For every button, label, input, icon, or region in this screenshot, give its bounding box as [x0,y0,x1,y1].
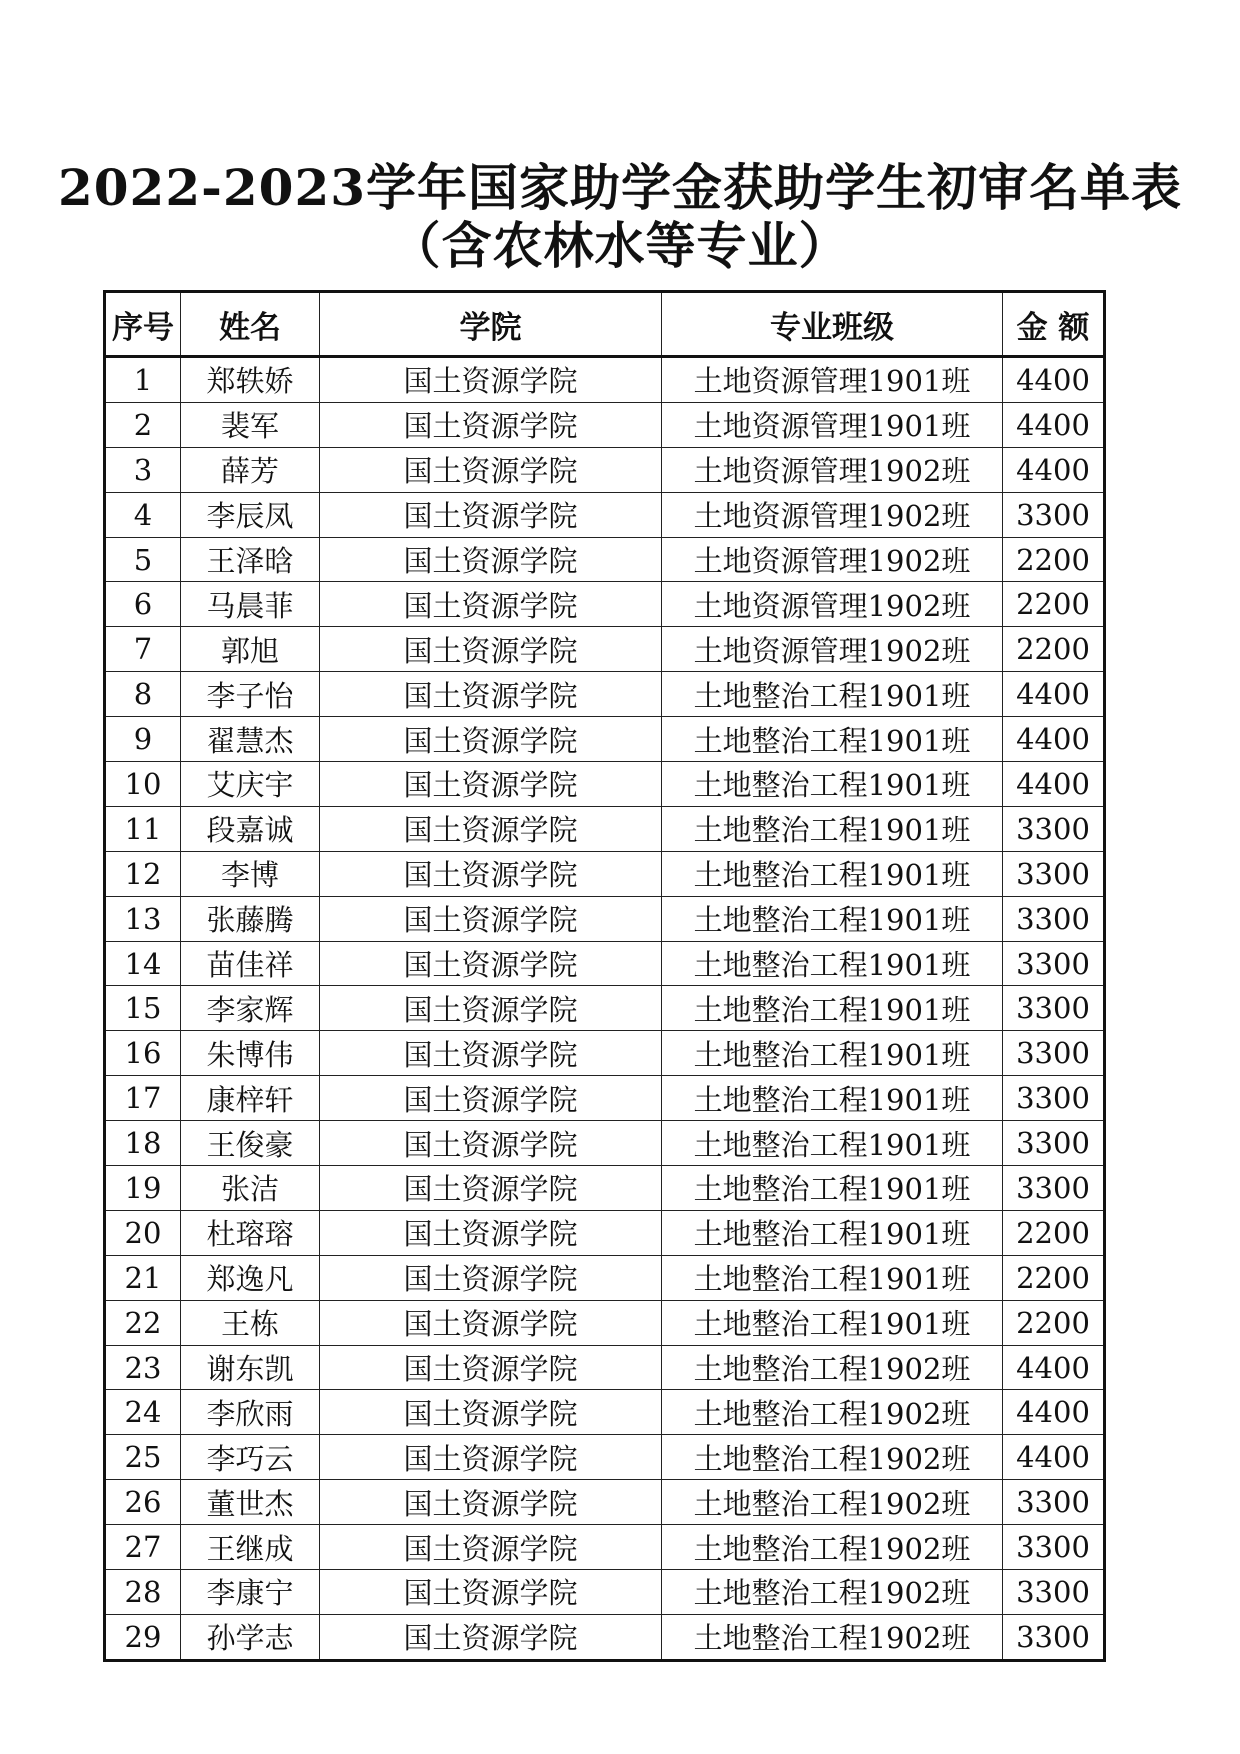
cell-name: 李欣雨 [181,1390,320,1435]
table-row [105,806,1105,851]
cell-index: 28 [105,1570,181,1615]
table-row [105,1345,1105,1390]
header-row [105,292,1105,357]
cell-amount: 4400 [1003,357,1105,403]
cell-name: 李子怡 [181,672,320,717]
cell-index: 24 [105,1390,181,1435]
table-row [105,1480,1105,1525]
cell-college: 国土资源学院 [320,1525,662,1570]
cell-name: 李巧云 [181,1435,320,1480]
cell-name: 郭旭 [181,627,320,672]
cell-index: 4 [105,492,181,537]
cell-index: 19 [105,1166,181,1211]
cell-class: 土地资源管理1902班 [662,537,1003,582]
cell-index: 29 [105,1614,181,1660]
cell-college: 国土资源学院 [320,1300,662,1345]
cell-name: 段嘉诚 [181,806,320,851]
cell-college: 国土资源学院 [320,402,662,447]
cell-amount: 4400 [1003,1435,1105,1480]
table-row [105,1210,1105,1255]
cell-class: 土地整治工程1901班 [662,851,1003,896]
cell-index: 15 [105,986,181,1031]
cell-amount: 3300 [1003,1525,1105,1570]
cell-class: 土地资源管理1902班 [662,627,1003,672]
cell-index: 14 [105,941,181,986]
recipient-table [103,290,1106,1662]
cell-college: 国土资源学院 [320,941,662,986]
cell-class: 土地整治工程1901班 [662,806,1003,851]
cell-class: 土地整治工程1901班 [662,1166,1003,1211]
table-row [105,1121,1105,1166]
cell-class: 土地整治工程1902班 [662,1390,1003,1435]
cell-college: 国土资源学院 [320,1345,662,1390]
cell-name: 张藤腾 [181,896,320,941]
cell-name: 郑逸凡 [181,1255,320,1300]
cell-name: 李博 [181,851,320,896]
cell-class: 土地整治工程1901班 [662,1121,1003,1166]
table-row [105,1570,1105,1615]
cell-class: 土地资源管理1902班 [662,582,1003,627]
cell-amount: 3300 [1003,1166,1105,1211]
table-row [105,492,1105,537]
cell-class: 土地整治工程1902班 [662,1345,1003,1390]
cell-college: 国土资源学院 [320,762,662,807]
cell-college: 国土资源学院 [320,627,662,672]
cell-college: 国土资源学院 [320,1121,662,1166]
table-header [105,292,1105,357]
table-row [105,537,1105,582]
table-row [105,1435,1105,1480]
table-row [105,1255,1105,1300]
cell-college: 国土资源学院 [320,582,662,627]
cell-college: 国土资源学院 [320,537,662,582]
cell-amount: 4400 [1003,762,1105,807]
cell-college: 国土资源学院 [320,1255,662,1300]
cell-name: 王栋 [181,1300,320,1345]
cell-index: 7 [105,627,181,672]
cell-college: 国土资源学院 [320,1435,662,1480]
cell-name: 李辰凤 [181,492,320,537]
cell-class: 土地整治工程1901班 [662,717,1003,762]
cell-class: 土地整治工程1902班 [662,1435,1003,1480]
cell-class: 土地资源管理1901班 [662,402,1003,447]
cell-name: 谢东凯 [181,1345,320,1390]
cell-name: 苗佳祥 [181,941,320,986]
cell-college: 国土资源学院 [320,717,662,762]
cell-college: 国土资源学院 [320,986,662,1031]
cell-amount: 3300 [1003,1480,1105,1525]
cell-amount: 3300 [1003,1031,1105,1076]
cell-index: 3 [105,447,181,492]
cell-class: 土地整治工程1901班 [662,672,1003,717]
cell-name: 李家辉 [181,986,320,1031]
cell-amount: 4400 [1003,1345,1105,1390]
cell-amount: 3300 [1003,1076,1105,1121]
cell-college: 国土资源学院 [320,672,662,717]
cell-index: 25 [105,1435,181,1480]
cell-amount: 3300 [1003,941,1105,986]
cell-amount: 2200 [1003,1255,1105,1300]
cell-amount: 3300 [1003,1121,1105,1166]
cell-index: 18 [105,1121,181,1166]
table-row [105,717,1105,762]
table-row [105,851,1105,896]
table-row [105,582,1105,627]
cell-name: 杜瑢瑢 [181,1210,320,1255]
cell-index: 17 [105,1076,181,1121]
table-row [105,357,1105,403]
cell-name: 郑轶娇 [181,357,320,403]
cell-index: 21 [105,1255,181,1300]
table-row [105,896,1105,941]
cell-index: 26 [105,1480,181,1525]
cell-college: 国土资源学院 [320,1210,662,1255]
cell-name: 裴军 [181,402,320,447]
cell-college: 国土资源学院 [320,357,662,403]
header-college: 学院 [320,292,662,357]
header-class: 专业班级 [662,292,1003,357]
table-row [105,627,1105,672]
cell-name: 李康宁 [181,1570,320,1615]
cell-class: 土地整治工程1902班 [662,1570,1003,1615]
cell-amount: 2200 [1003,1210,1105,1255]
table-row [105,672,1105,717]
cell-amount: 3300 [1003,492,1105,537]
cell-class: 土地整治工程1901班 [662,1076,1003,1121]
cell-class: 土地整治工程1901班 [662,896,1003,941]
cell-index: 8 [105,672,181,717]
document-title: 2022-2023学年国家助学金获助学生初审名单表 [57,158,1183,217]
cell-college: 国土资源学院 [320,1614,662,1660]
table-row [105,1076,1105,1121]
table-row [105,1300,1105,1345]
cell-name: 翟慧杰 [181,717,320,762]
table-row [105,986,1105,1031]
table-row [105,1031,1105,1076]
cell-name: 董世杰 [181,1480,320,1525]
cell-class: 土地整治工程1902班 [662,1614,1003,1660]
cell-index: 20 [105,1210,181,1255]
cell-class: 土地整治工程1902班 [662,1480,1003,1525]
cell-class: 土地整治工程1901班 [662,1300,1003,1345]
cell-index: 2 [105,402,181,447]
cell-amount: 3300 [1003,1614,1105,1660]
cell-class: 土地整治工程1901班 [662,762,1003,807]
table-body [105,357,1105,1661]
cell-name: 马晨菲 [181,582,320,627]
table-row [105,447,1105,492]
cell-college: 国土资源学院 [320,492,662,537]
document-subtitle: （含农林水等专业） [390,216,850,275]
cell-index: 9 [105,717,181,762]
cell-name: 王泽晗 [181,537,320,582]
cell-index: 11 [105,806,181,851]
cell-college: 国土资源学院 [320,1480,662,1525]
cell-amount: 4400 [1003,717,1105,762]
cell-amount: 4400 [1003,402,1105,447]
table-row [105,402,1105,447]
cell-college: 国土资源学院 [320,851,662,896]
cell-index: 16 [105,1031,181,1076]
cell-amount: 2200 [1003,1300,1105,1345]
cell-amount: 2200 [1003,537,1105,582]
cell-class: 土地资源管理1902班 [662,492,1003,537]
header-index: 序号 [105,292,181,357]
cell-amount: 3300 [1003,986,1105,1031]
cell-name: 王继成 [181,1525,320,1570]
cell-college: 国土资源学院 [320,896,662,941]
cell-college: 国土资源学院 [320,1390,662,1435]
cell-index: 22 [105,1300,181,1345]
cell-name: 康梓轩 [181,1076,320,1121]
table-row [105,1525,1105,1570]
cell-class: 土地资源管理1902班 [662,447,1003,492]
cell-index: 6 [105,582,181,627]
cell-class: 土地整治工程1901班 [662,1255,1003,1300]
table-row [105,1614,1105,1660]
cell-amount: 4400 [1003,447,1105,492]
cell-amount: 4400 [1003,1390,1105,1435]
cell-class: 土地整治工程1901班 [662,941,1003,986]
cell-name: 艾庆宇 [181,762,320,807]
cell-class: 土地整治工程1901班 [662,1031,1003,1076]
cell-name: 王俊豪 [181,1121,320,1166]
cell-class: 土地整治工程1902班 [662,1525,1003,1570]
table-row [105,762,1105,807]
cell-name: 朱博伟 [181,1031,320,1076]
table-row [105,1390,1105,1435]
cell-index: 12 [105,851,181,896]
cell-name: 张洁 [181,1166,320,1211]
cell-amount: 3300 [1003,851,1105,896]
cell-college: 国土资源学院 [320,1570,662,1615]
cell-college: 国土资源学院 [320,447,662,492]
table-row [105,1166,1105,1211]
cell-name: 薛芳 [181,447,320,492]
header-name: 姓名 [181,292,320,357]
header-amount: 金 额 [1003,292,1105,357]
cell-index: 13 [105,896,181,941]
cell-class: 土地整治工程1901班 [662,986,1003,1031]
cell-index: 1 [105,357,181,403]
cell-class: 土地资源管理1901班 [662,357,1003,403]
cell-class: 土地整治工程1901班 [662,1210,1003,1255]
cell-amount: 2200 [1003,627,1105,672]
cell-index: 10 [105,762,181,807]
cell-index: 27 [105,1525,181,1570]
cell-amount: 3300 [1003,1570,1105,1615]
cell-amount: 2200 [1003,582,1105,627]
cell-college: 国土资源学院 [320,1031,662,1076]
cell-name: 孙学志 [181,1614,320,1660]
cell-college: 国土资源学院 [320,1076,662,1121]
table-row [105,941,1105,986]
cell-index: 5 [105,537,181,582]
cell-amount: 3300 [1003,806,1105,851]
cell-college: 国土资源学院 [320,806,662,851]
cell-amount: 4400 [1003,672,1105,717]
cell-index: 23 [105,1345,181,1390]
cell-college: 国土资源学院 [320,1166,662,1211]
cell-amount: 3300 [1003,896,1105,941]
